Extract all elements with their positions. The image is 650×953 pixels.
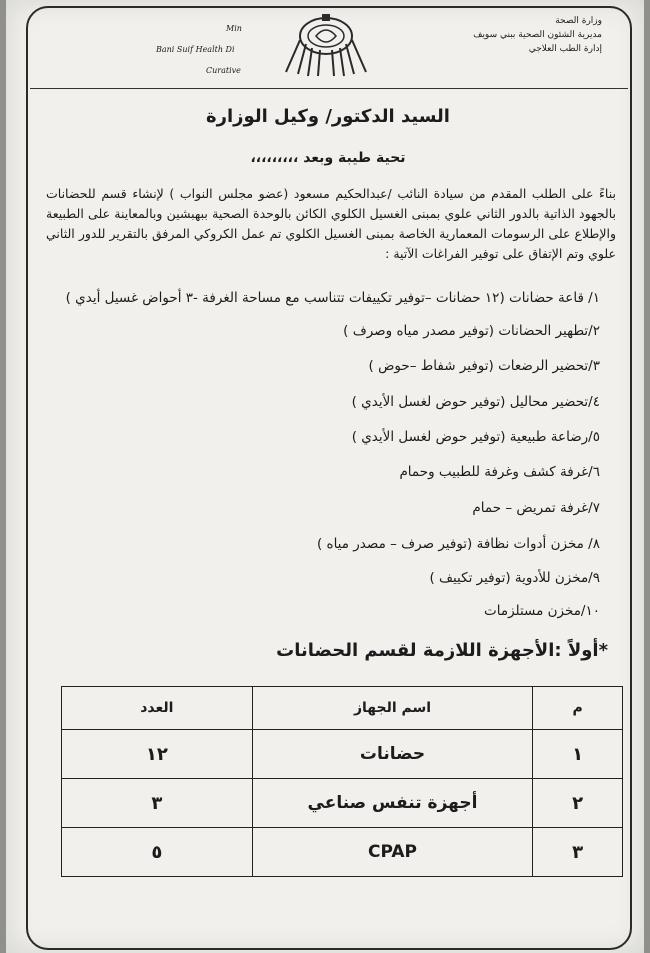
list-item: ١٠/مخزن مستلزمات [484, 603, 600, 619]
body-paragraph: بناءً على الطلب المقدم من سيادة النائب /عبدالحكيم مسعود (عضو مجلس النواب ) لإنشاء قسم للحضانات بالجهود الذاتية بالدور الثاني علوي بمبنى الغسيل الكلوي الكائن بالوحدة الصحية ببهبشين وبالمعاينة على الطبيعة والإطلاع على الرسومات المعمارية الخاصة بمبنى الغسيل الكلوي تم عمل الكروكي المرفق بالتقرير للدور الثاني علوي وتم الإتفاق على توفير الفراغات الآتية : [46, 186, 616, 261]
section-heading: *أولاً :الأجهزة اللازمة لقسم الحضانات [276, 640, 608, 661]
header-ministry-arabic [432, 14, 602, 56]
header-ministry-english [156, 18, 266, 81]
ministry-emblem-icon [276, 10, 376, 78]
cell-index: ١ [533, 730, 623, 779]
header-line: إدارة الطب العلاجي [528, 44, 602, 54]
list-item: ٨/ مخزن أدوات نظافة (توفير صرف – مصدر مياه ) [316, 536, 600, 552]
header-divider [30, 88, 628, 89]
cell-device: حضانات [252, 730, 533, 779]
cell-index: ٣ [533, 828, 623, 877]
table-header-row [62, 687, 623, 730]
header-line: Curative [206, 66, 241, 75]
list-item: ٤/تحضير محاليل (توفير حوض لغسل الأيدي ) [351, 394, 600, 410]
list-item: ٧/غرفة تمريض – حمام [472, 500, 600, 516]
cell-count: ٥ [62, 828, 253, 877]
list-item: ٦/غرفة كشف وغرفة للطبيب وحمام [399, 464, 600, 480]
list-item: ٩/مخزن للأدوية (توفير تكييف ) [429, 570, 600, 586]
list-item: ٢/تطهير الحضانات (توفير مصدر مياه وصرف ) [343, 323, 600, 339]
list-item: ٣/تحضير الرضعات (توفير شفاط –حوض ) [368, 358, 600, 374]
cell-device: أجهزة تنفس صناعي [252, 779, 533, 828]
cell-index: ٢ [533, 779, 623, 828]
column-header-device: اسم الجهاز [252, 687, 533, 730]
table-row [62, 730, 623, 779]
column-header-index: م [533, 687, 623, 730]
list-item: ٥/رضاعة طبيعية (توفير حوض لغسل الأيدي ) [351, 429, 600, 445]
cell-device: CPAP [252, 828, 533, 877]
column-header-count: العدد [62, 687, 253, 730]
header-line: Min [226, 24, 242, 33]
header-line: مديرية الشئون الصحية ببني سويف [473, 30, 602, 40]
greeting: تحية طيبة وبعد ،،،،،،،،، [250, 150, 406, 166]
equipment-table [61, 686, 623, 877]
cell-count: ١٢ [62, 730, 253, 779]
addressee-title: السيد الدكتور/ وكيل الوزارة [206, 106, 450, 127]
cell-count: ٣ [62, 779, 253, 828]
document-page [6, 0, 644, 953]
table-row [62, 779, 623, 828]
list-item: ١/ قاعة حضانات (١٢ حضانات –توفير تكييفات تتناسب مع مساحة الغرفة -٣ أحواض غسيل أيدي ) [65, 290, 600, 306]
table-row [62, 828, 623, 877]
header-line: Bani Suif Health Di [156, 45, 235, 54]
header-line: وزارة الصحة [555, 16, 602, 26]
